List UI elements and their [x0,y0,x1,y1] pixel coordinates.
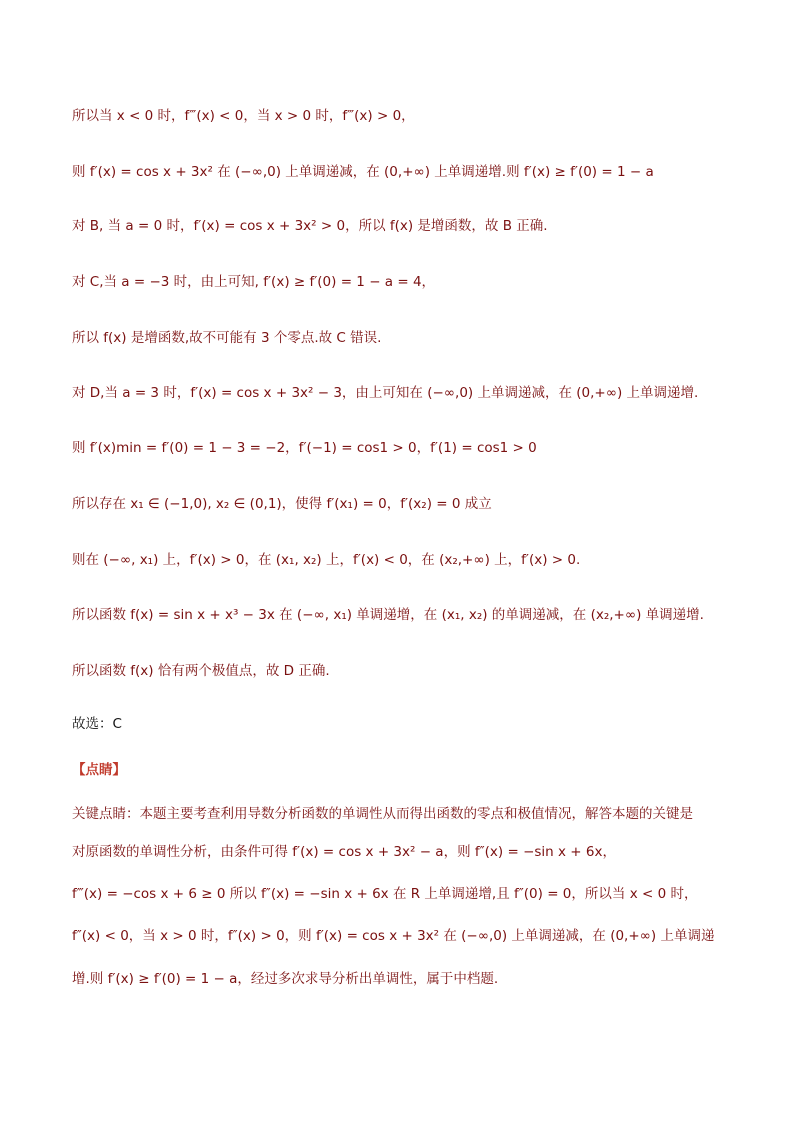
solution-line-4: 对 C,当 a = −3 时，由上可知, f′(x) ≥ f′(0) = 1 − a = 4， [72,274,436,290]
summary-line-3: f‴(x) = −cos x + 6 ≥ 0 所以 f″(x) = −sin x + 6x 在 R 上单调递增,且 f″(0) = 0，所以当 x < 0 时， [72,886,698,902]
summary-line-2: 对原函数的单调性分析，由条件可得 f′(x) = cos x + 3x² − a，则 f″(x) = −sin x + 6x， [72,844,616,860]
solution-line-11: 所以函数 f(x) 恰有两个极值点，故 D 正确. [72,663,330,679]
solution-line-1: 所以当 x < 0 时，f‴(x) < 0，当 x > 0 时，f‴(x) > 0， [72,108,415,124]
section-heading: 【点睛】 [72,762,126,778]
answer-line: 故选：C [72,716,122,732]
solution-line-6: 对 D,当 a = 3 时，f′(x) = cos x + 3x² − 3，由上可知在 (−∞,0) 上单调递减，在 (0,+∞) 上单调递增. [72,385,699,401]
summary-line-5: 增.则 f′(x) ≥ f′(0) = 1 − a，经过多次求导分析出单调性，属于中档题. [72,971,499,987]
solution-line-2: 则 f′(x) = cos x + 3x² 在 (−∞,0) 上单调递减，在 (0,+∞) 上单调递增.则 f′(x) ≥ f′(0) = 1 − a [72,164,654,180]
solution-line-3: 对 B, 当 a = 0 时，f′(x) = cos x + 3x² > 0，所以 f(x) 是增函数，故 B 正确. [72,218,548,234]
summary-line-1: 关键点睛：本题主要考查利用导数分析函数的单调性从而得出函数的零点和极值情况，解答本题的关键是 [72,806,693,822]
summary-line-4: f″(x) < 0，当 x > 0 时，f″(x) > 0，则 f′(x) = cos x + 3x² 在 (−∞,0) 上单调递减，在 (0,+∞) 上单调递 [72,928,715,944]
solution-line-7: 则 f′(x)min = f′(0) = 1 − 3 = −2，f′(−1) = cos1 > 0，f′(1) = cos1 > 0 [72,440,537,456]
solution-line-8: 所以存在 x₁ ∈ (−1,0), x₂ ∈ (0,1)，使得 f′(x₁) = 0，f′(x₂) = 0 成立 [72,496,492,512]
solution-line-10: 所以函数 f(x) = sin x + x³ − 3x 在 (−∞, x₁) 单调递增，在 (x₁, x₂) 的单调递减，在 (x₂,+∞) 单调递增. [72,607,704,623]
solution-line-5: 所以 f(x) 是增函数,故不可能有 3 个零点.故 C 错误. [72,330,382,346]
solution-line-9: 则在 (−∞, x₁) 上，f′(x) > 0，在 (x₁, x₂) 上，f′(x) < 0，在 (x₂,+∞) 上，f′(x) > 0. [72,552,581,568]
